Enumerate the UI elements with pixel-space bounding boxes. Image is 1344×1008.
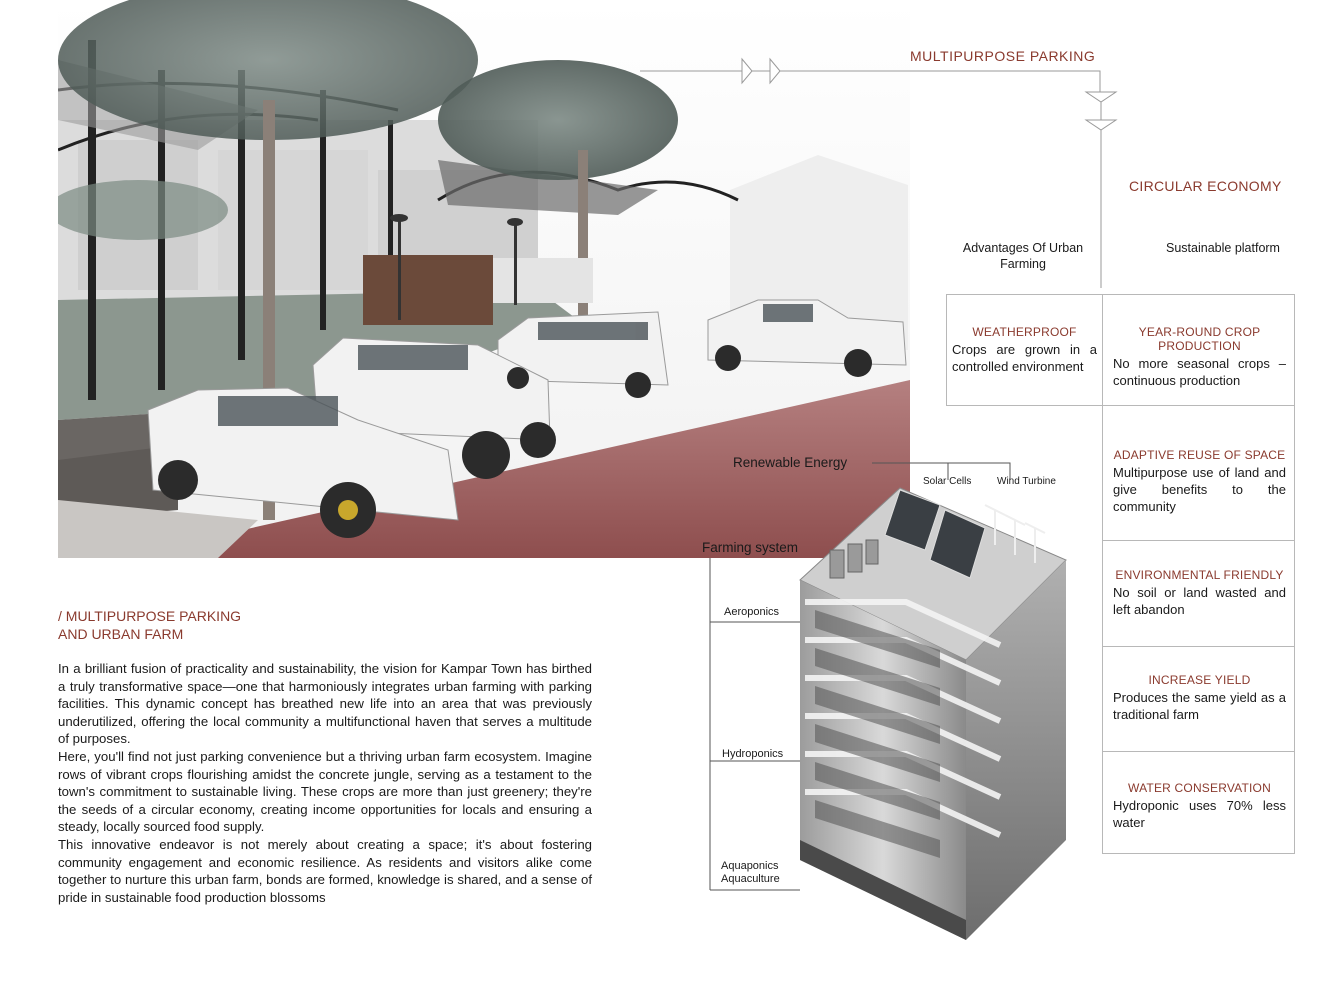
aeroponics-label: Aeroponics: [724, 606, 780, 618]
benefit-text: Hydroponic uses 70% less water: [1113, 798, 1286, 830]
benefit-card-environmental: [1102, 540, 1295, 647]
article-paragraph: This innovative endeavor is not merely about creating a space; it's about fostering community engagement and economic resilience. As residents and visitors alike come together to nurture this urban farm, bonds are formed, knowledge is shared, and a sense of pride in sustainable food production blossoms: [58, 836, 592, 905]
hydroponics-label: Hydroponics: [722, 748, 784, 760]
benefit-text: Multipurpose use of land and give benefits to the community: [1113, 465, 1286, 514]
benefit-card-year-round: [1102, 294, 1295, 406]
benefit-title: YEAR-ROUND CROP PRODUCTION: [1138, 325, 1261, 353]
sustainable-platform-label: Sustainable platform: [1166, 241, 1280, 255]
benefit-title: WEATHERPROOF: [972, 325, 1077, 339]
article-title-line1: / MULTIPURPOSE PARKING: [58, 608, 242, 624]
aquaponics-label: Aquaponics: [721, 860, 779, 872]
benefit-card-increase-yield: [1102, 646, 1295, 752]
article-body: [58, 660, 592, 906]
article-title-line2: AND URBAN FARM: [58, 626, 184, 642]
benefit-card-water-conservation: [1102, 751, 1295, 854]
benefit-text: No soil or land wasted and left abandon: [1113, 585, 1286, 617]
article-paragraph: In a brilliant fusion of practicality and sustainability, the vision for Kampar Town has birthed a truly transformative space—one that harmoniously integrates urban farming with parking facilities. This dynamic concept has breathed new life into an area that was previously underutilized, offering the local community a multifunctional haven that serves a multitude of purposes.: [58, 661, 592, 747]
article-paragraph: Here, you'll find not just parking convenience but a thriving urban farm ecosystem. Imagine rows of vibrant crops flourishing amidst the concrete jungle, serving as a testament to the town's commitment to sustainable living. These crops are more than just greenery; they're the seeds of a circular economy, creating income opportunities for locals and ensuring a steady, locally sourced food supply.: [58, 748, 592, 835]
advantages-label: Advantages Of Urban Farming: [962, 241, 1084, 271]
benefit-text: Produces the same yield as a traditional farm: [1113, 690, 1286, 722]
circular-economy-title: CIRCULAR ECONOMY: [1129, 178, 1282, 194]
benefit-card-adaptive-reuse: [1102, 405, 1295, 541]
benefit-title: ADAPTIVE REUSE OF SPACE: [1113, 448, 1286, 462]
aquaculture-label: Aquaculture: [721, 873, 780, 885]
article-title: [58, 607, 241, 643]
benefit-title: WATER CONSERVATION: [1128, 781, 1271, 795]
benefit-text: Crops are grown in a controlled environment: [952, 342, 1097, 374]
solar-cells-label: Solar Cells: [923, 476, 972, 487]
benefit-card-weatherproof: [946, 294, 1103, 406]
renewable-energy-label: Renewable Energy: [733, 455, 848, 470]
wind-turbine-label: Wind Turbine: [997, 476, 1056, 487]
multipurpose-parking-title: MULTIPURPOSE PARKING: [910, 48, 1096, 64]
farming-system-label: Farming system: [702, 540, 799, 555]
benefit-text: No more seasonal crops – continuous production: [1113, 356, 1286, 388]
benefit-title: ENVIRONMENTAL FRIENDLY: [1115, 568, 1284, 582]
benefit-title: INCREASE YIELD: [1148, 673, 1251, 687]
